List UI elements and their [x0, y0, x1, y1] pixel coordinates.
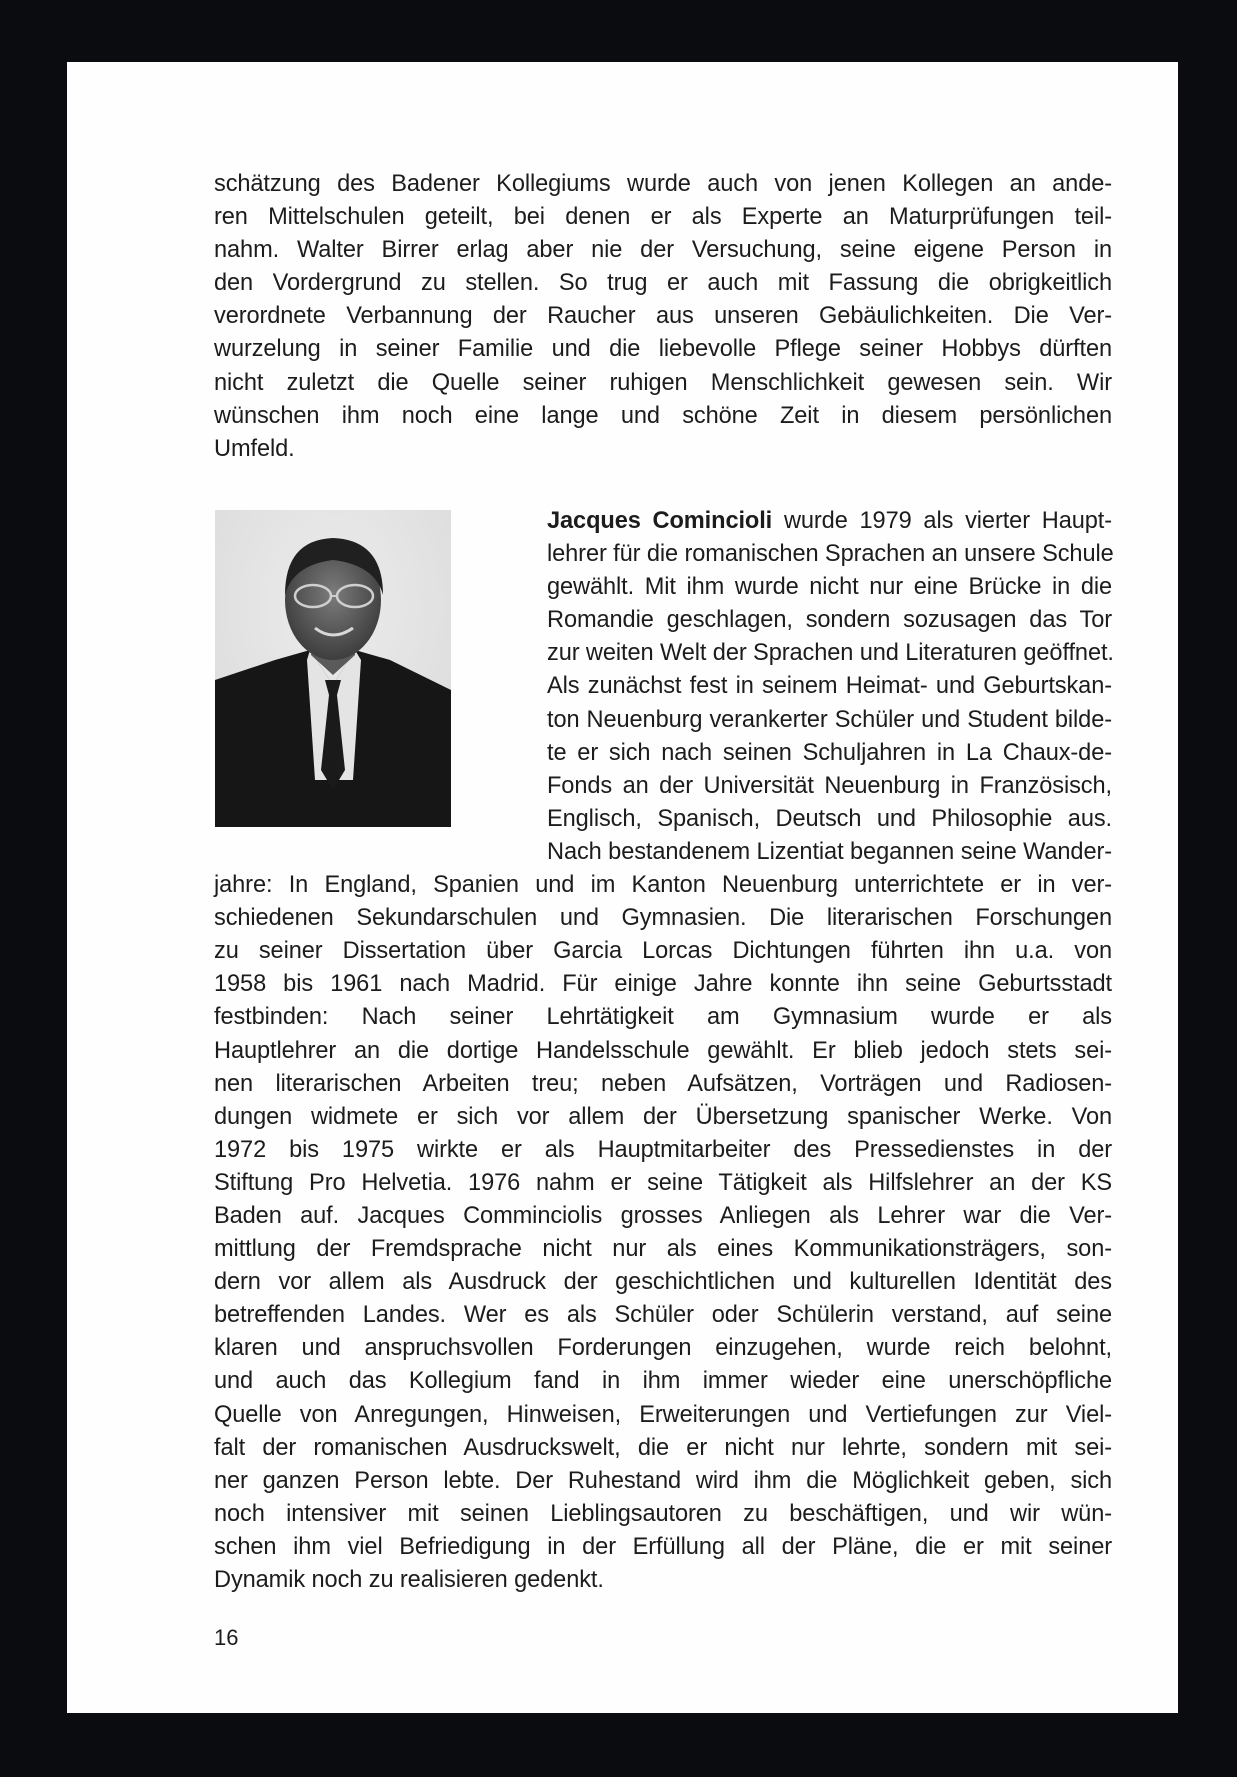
text-line: Dynamik noch zu realisieren gedenkt.: [214, 1567, 604, 1593]
text-line: festbinden: Nach seiner Lehrtätigkeit am Gymnasium wurde er als: [214, 1004, 1112, 1031]
text-line: Umfeld.: [214, 435, 295, 462]
text-line: schiedenen Sekundarschulen und Gymnasien. Die literarischen Forschungen: [214, 905, 1112, 932]
text-line: 1958 bis 1961 nach Madrid. Für einige Jahre konnte ihn seine Geburtsstadt: [214, 971, 1112, 998]
text-line: ren Mittelschulen geteilt, bei denen er als Experte an Maturprüfungen teil-: [214, 204, 1112, 231]
text-line: verordnete Verbannung der Raucher aus unseren Gebäulichkeiten. Die Ver-: [214, 303, 1112, 330]
text-line: Fonds an der Universität Neuenburg in Französisch,: [547, 772, 1112, 799]
text-line: mittlung der Fremdsprache nicht nur als eines Kommunikationsträgers, son-: [214, 1236, 1112, 1263]
text-line: Romandie geschlagen, sondern sozusagen das Tor: [547, 607, 1112, 634]
text-line: zu seiner Dissertation über Garcia Lorcas Dichtungen führten ihn u.a. von: [214, 938, 1112, 965]
text-line: 1972 bis 1975 wirkte er als Hauptmitarbeiter des Pressedienstes in der: [214, 1136, 1112, 1163]
text-line: nahm. Walter Birrer erlag aber nie der Versuchung, seine eigene Person in: [214, 237, 1112, 264]
profile-paragraph: [214, 505, 1112, 1597]
text-line: wünschen ihm noch eine lange und schöne Zeit in diesem persönlichen: [214, 402, 1112, 429]
text-line: Nach bestandenem Lizentiat begannen seine Wander-: [547, 838, 1112, 865]
text-line: betreffenden Landes. Wer es als Schüler oder Schülerin verstand, auf seine: [214, 1302, 1112, 1329]
text-line: noch intensiver mit seinen Lieblingsautoren zu beschäftigen, und wir wün-: [214, 1500, 1112, 1527]
text-line: Als zunächst fest in seinem Heimat- und Geburtskan-: [547, 673, 1112, 700]
text-line: falt der romanischen Ausdruckswelt, die er nicht nur lehrte, sondern mit sei-: [214, 1434, 1112, 1461]
text-line: schen ihm viel Befriedigung in der Erfüllung all der Pläne, die er mit seiner: [214, 1533, 1112, 1560]
document-page: [67, 62, 1178, 1713]
intro-paragraph: [214, 168, 1112, 466]
text-line: Hauptlehrer an die dortige Handelsschule gewählt. Er blieb jedoch stets sei-: [214, 1037, 1112, 1064]
text-line: Jacques Comincioli wurde 1979 als vierter Haupt-: [547, 508, 1112, 534]
text-line: wurzelung in seiner Familie und die liebevolle Pflege seiner Hobbys dürften: [214, 336, 1112, 363]
text-line: und auch das Kollegium fand in ihm immer wieder eine unerschöpfliche: [214, 1368, 1112, 1395]
person-name: Jacques Comincioli: [547, 508, 773, 534]
text-line: Englisch, Spanisch, Deutsch und Philosophie aus.: [547, 805, 1112, 832]
text-line: ner ganzen Person lebte. Der Ruhestand wird ihm die Möglichkeit geben, sich: [214, 1467, 1112, 1494]
text-line: schätzung des Badener Kollegiums wurde auch von jenen Kollegen an ande-: [214, 171, 1112, 197]
page-number: 16: [214, 1625, 239, 1650]
text-line: nen literarischen Arbeiten treu; neben Aufsätzen, Vorträgen und Radiosen-: [214, 1070, 1112, 1097]
text-line: jahre: In England, Spanien und im Kanton Neuenburg unterrichtete er in ver-: [214, 872, 1112, 899]
text-line: te er sich nach seinen Schuljahren in La Chaux-de-: [547, 739, 1112, 766]
text-line: zur weiten Welt der Sprachen und Literaturen geöffnet.: [547, 640, 1114, 667]
text-line: Stiftung Pro Helvetia. 1976 nahm er seine Tätigkeit als Hilfslehrer an der KS: [214, 1169, 1112, 1196]
text-line: lehrer für die romanischen Sprachen an unsere Schule: [547, 541, 1114, 568]
text-line: gewählt. Mit ihm wurde nicht nur eine Brücke in die: [547, 574, 1112, 601]
text-line: nicht zuletzt die Quelle seiner ruhigen Menschlichkeit gewesen sein. Wir: [214, 369, 1112, 396]
text-line: klaren und anspruchsvollen Forderungen einzugehen, wurde reich belohnt,: [214, 1335, 1112, 1362]
text-line: Baden auf. Jacques Comminciolis grosses Anliegen als Lehrer war die Ver-: [214, 1202, 1112, 1229]
text-line: Quelle von Anregungen, Hinweisen, Erweiterungen und Vertiefungen zur Viel-: [214, 1401, 1112, 1428]
text-line: dern vor allem als Ausdruck der geschichtlichen und kulturellen Identität des: [214, 1269, 1112, 1296]
text-line: den Vordergrund zu stellen. So trug er auch mit Fassung die obrigkeitlich: [214, 270, 1112, 297]
text-line: dungen widmete er sich vor allem der Übersetzung spanischer Werke. Von: [214, 1103, 1112, 1130]
text-line: ton Neuenburg verankerter Schüler und Student bilde-: [547, 706, 1112, 733]
